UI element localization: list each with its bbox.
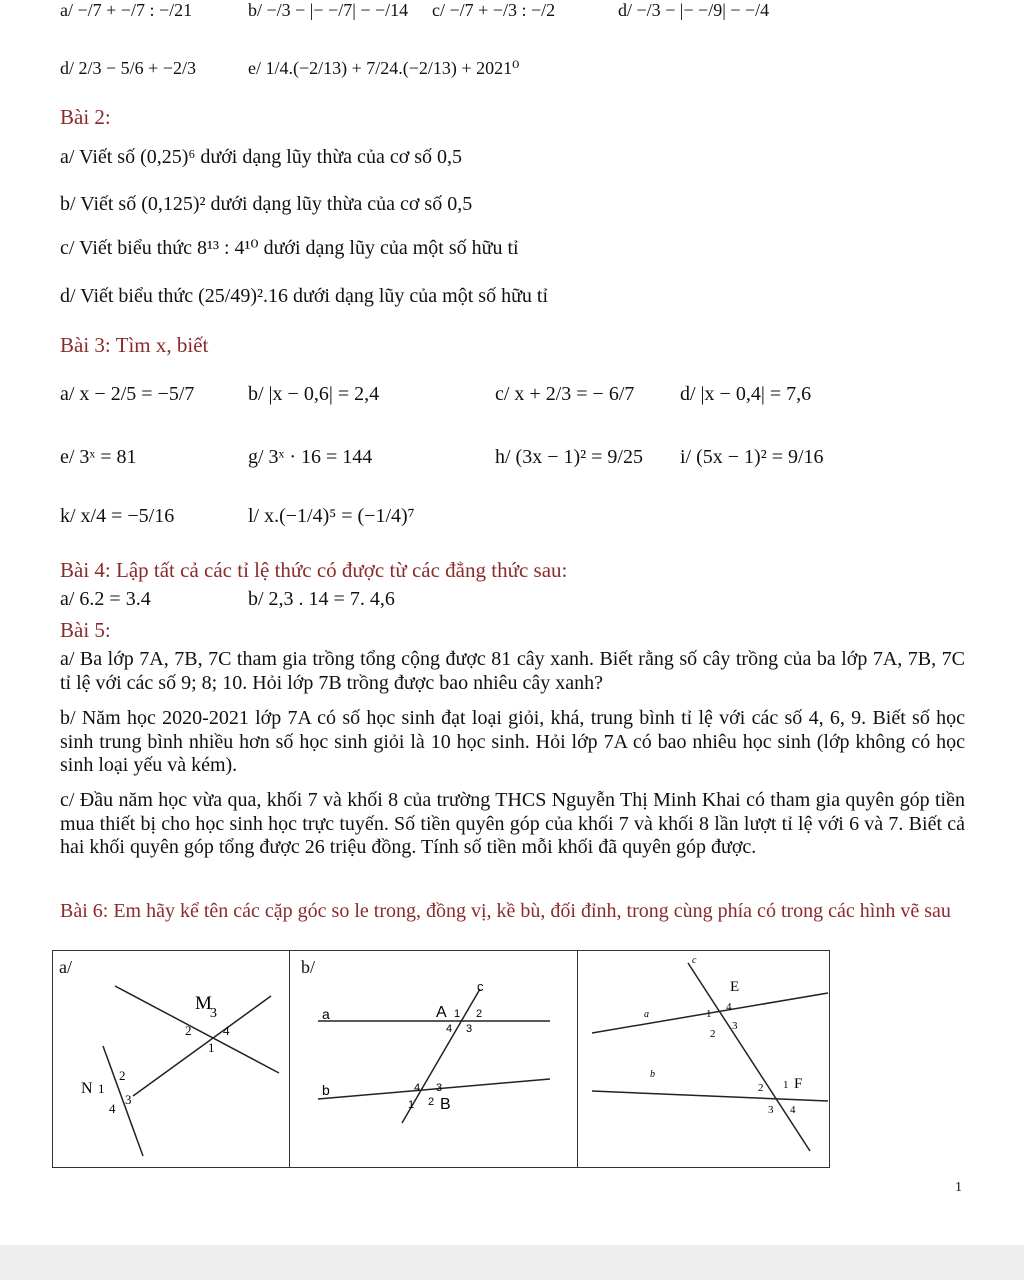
fig-a-M3: 3 [210,1006,217,1021]
fig-b-B1: 1 [408,1099,415,1111]
fig-a-N: N [81,1080,93,1097]
fig-b-A3: 3 [466,1023,473,1035]
bai6-title: Bài 6: Em hãy kể tên các cặp góc so le trong, đồng vị, kề bù, đối đỉnh, trong cùng phía có trong các hình vẽ sau [60,900,951,922]
figure-a [53,951,289,1167]
fig-b-B4: 4 [414,1082,421,1094]
bai2-title: Bài 2: [60,105,111,129]
bai2-c: c/ Viết biểu thức 8¹³ : 4¹⁰ dưới dạng lũy của một số hữu tỉ [60,237,519,259]
fig-b-b: b [322,1082,330,1098]
bai2-a: a/ Viết số (0,25)⁶ dưới dạng lũy thừa của cơ số 0,5 [60,146,463,168]
fig-c-E2: 2 [710,1028,716,1040]
fig-a-M: M [195,993,212,1014]
fig-c-a: a [644,1009,649,1020]
bai2-d: d/ Viết biểu thức (25/49)².16 dưới dạng lũy của một số hữu tỉ [60,285,549,307]
fig-c-line-c [688,963,810,1151]
fig-c-c: c [692,955,697,966]
viewer-bottom-bar [0,1245,1024,1280]
figure-label-a: a/ [59,957,72,977]
fig-c-E3: 3 [732,1020,738,1032]
bai5-title: Bài 5: [60,618,111,642]
fig-a-M1: 1 [208,1040,215,1055]
bai3-l: l/ x.(−1/4)⁵ = (−1/4)⁷ [248,505,415,527]
figure-c [578,951,829,1167]
bai3-b: b/ |x − 0,6| = 2,4 [248,383,380,405]
figure-box [52,950,830,1168]
bai5-b: b/ Năm học 2020-2021 lớp 7A có số học sinh đạt loại giỏi, khá, trung bình tỉ lệ với các số 4, 6, 9. Biết số học sinh trung bình nhiều hơn số học sinh giỏi là 10 học sinh. Hỏi lớp 7A có bao nhiêu học sinh (lớp không có học sinh loại yếu và kém). [60,707,965,777]
fig-b-A: A [436,1004,447,1021]
fig-c-F2: 2 [758,1082,764,1094]
fig-b-a: a [322,1006,330,1022]
exercise-1d: d/ −/3 − |− −/9| − −/4 [618,0,770,20]
fig-a-M2: 2 [185,1023,192,1038]
figure-b [290,951,577,1167]
exercise-1e: e/ 1/4.(−2/13) + 7/24.(−2/13) + 2021⁰ [248,58,520,78]
fig-c-F: F [794,1076,803,1092]
page-number: 1 [955,1180,962,1195]
fig-c-line-b [592,1091,828,1101]
exercise-1c: c/ −/7 + −/3 : −/2 [432,0,556,20]
fig-a-M4: 4 [223,1023,230,1038]
fig-b-A2: 2 [476,1008,483,1020]
fig-a-N4: 4 [109,1101,116,1116]
bai3-k: k/ x/4 = −5/16 [60,505,175,527]
fig-b-B2: 2 [428,1096,435,1108]
exercise-1d-second: d/ 2/3 − 5/6 + −2/3 [60,58,196,78]
fig-a-N2: 2 [119,1068,126,1083]
bai4-a: a/ 6.2 = 3.4 [60,588,151,610]
bai3-c: c/ x + 2/3 = − 6/7 [495,383,635,405]
fig-c-E1: 1 [706,1008,712,1020]
bai3-i: i/ (5x − 1)² = 9/16 [680,446,824,468]
bai5-a: a/ Ba lớp 7A, 7B, 7C tham gia trồng tổng cộng được 81 cây xanh. Biết rằng số cây trồng của ba lớp 7A, 7B, 7C tỉ lệ với các số 9; 8; 10. Hỏi lớp 7B trồng được bao nhiêu cây xanh? [60,648,965,694]
bai4-b: b/ 2,3 . 14 = 7. 4,6 [248,588,395,610]
exercise-1b: b/ −/3 − |− −/7| − −/14 [248,0,409,20]
fig-b-B: B [440,1096,451,1113]
figure-label-b: b/ [301,957,316,977]
bai4-title: Bài 4: Lập tất cả các tỉ lệ thức có được từ các đẳng thức sau: [60,558,568,582]
fig-a-N1: 1 [98,1081,105,1096]
fig-c-F4: 4 [790,1104,796,1116]
bai2-b: b/ Viết số (0,125)² dưới dạng lũy thừa của cơ số 0,5 [60,193,473,215]
fig-b-c: c [477,979,484,994]
bai3-h: h/ (3x − 1)² = 9/25 [495,446,643,468]
bai5-c: c/ Đầu năm học vừa qua, khối 7 và khối 8 của trường THCS Nguyễn Thị Minh Khai có tham gia quyên góp tiền mua thiết bị cho học sinh học trực tuyến. Số tiền quyên góp của khối 7 và khối 8 lần lượt tỉ lệ với 6 và 7. Biết cả hai khối quyên góp tổng được 26 triệu đồng. Tính số tiền mỗi khối đã quyên góp được. [60,789,965,859]
fig-c-E4: 4 [726,1001,732,1013]
exercise-1a: a/ −/7 + −/7 : −/21 [60,0,193,20]
fig-a-N3: 3 [125,1092,132,1107]
fig-b-A1: 1 [454,1008,461,1020]
bai3-a: a/ x − 2/5 = −5/7 [60,383,195,405]
fig-c-E: E [730,979,740,995]
bai3-title: Bài 3: Tìm x, biết [60,333,209,357]
fig-c-b: b [650,1069,655,1080]
fig-b-A4: 4 [446,1023,453,1035]
bai3-g: g/ 3ˣ · 16 = 144 [248,446,373,468]
fig-b-B3: 3 [436,1082,443,1094]
bai3-d: d/ |x − 0,4| = 7,6 [680,383,812,405]
fig-c-F3: 3 [768,1104,774,1116]
fig-c-F1: 1 [783,1079,789,1091]
bai3-e: e/ 3ˣ = 81 [60,446,137,468]
